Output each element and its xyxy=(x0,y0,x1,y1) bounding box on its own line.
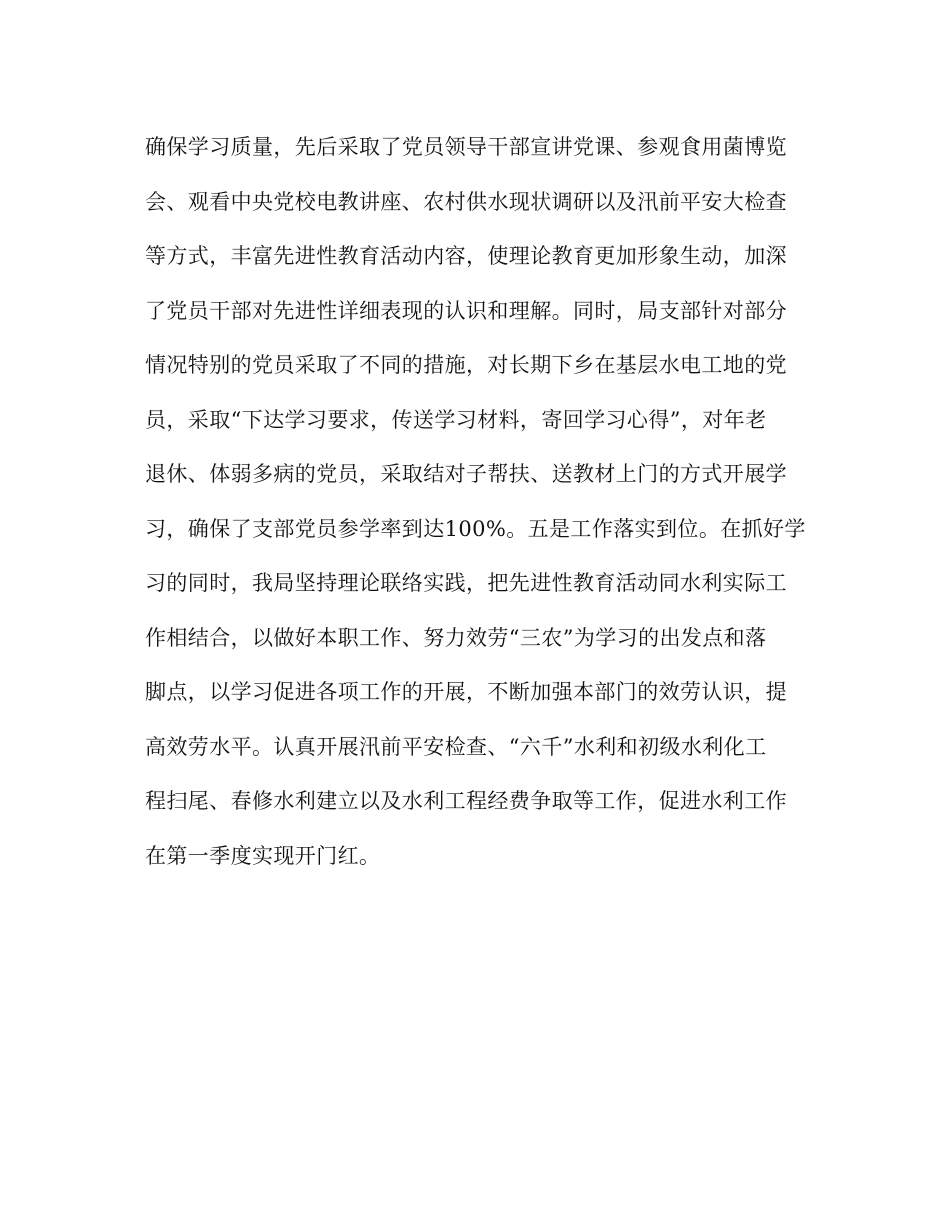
paragraph-line: 在第一季度实现开门红。 xyxy=(145,843,381,868)
paragraph-line: 确保学习质量，先后采取了党员领导干部宣讲党课、参观食用菌博览 xyxy=(145,135,787,159)
paragraph-line: 程扫尾、春修水利建立以及水利工程经费争取等工作，促进水利工作 xyxy=(145,789,787,813)
paragraph-line: 习，确保了支部党员参学率到达100%。五是工作落实到位。在抓好学 xyxy=(145,516,806,541)
paragraph-line: 情况特别的党员采取了不同的措施，对长期下乡在基层水电工地的党 xyxy=(145,353,787,377)
paragraph-line: 了党员干部对先进性详细表现的认识和理解。同时，局支部针对部分 xyxy=(145,298,787,323)
paragraph-line: 脚点，以学习促进各项工作的开展，不断加强本部门的效劳认识，提 xyxy=(145,680,787,704)
paragraph-line: 习的同时，我局坚持理论联络实践，把先进性教育活动同水利实际工 xyxy=(145,571,787,595)
body-paragraph xyxy=(145,120,810,883)
paragraph-line: 等方式，丰富先进性教育活动内容，使理论教育更加形象生动，加深 xyxy=(145,244,787,268)
paragraph-line: 会、观看中央党校电教讲座、农村供水现状调研以及汛前平安大检查 xyxy=(145,189,787,214)
paragraph-line: 作相结合，以做好本职工作、努力效劳“三农”为学习的出发点和落 xyxy=(145,625,767,650)
paragraph-line: 退休、体弱多病的党员，采取结对子帮扶、送教材上门的方式开展学 xyxy=(145,462,787,486)
paragraph-line: 员，采取“下达学习要求，传送学习材料，寄回学习心得”，对年老 xyxy=(145,407,767,432)
paragraph-line: 高效劳水平。认真开展汛前平安检查、“六千”水利和初级水利化工 xyxy=(145,734,767,759)
